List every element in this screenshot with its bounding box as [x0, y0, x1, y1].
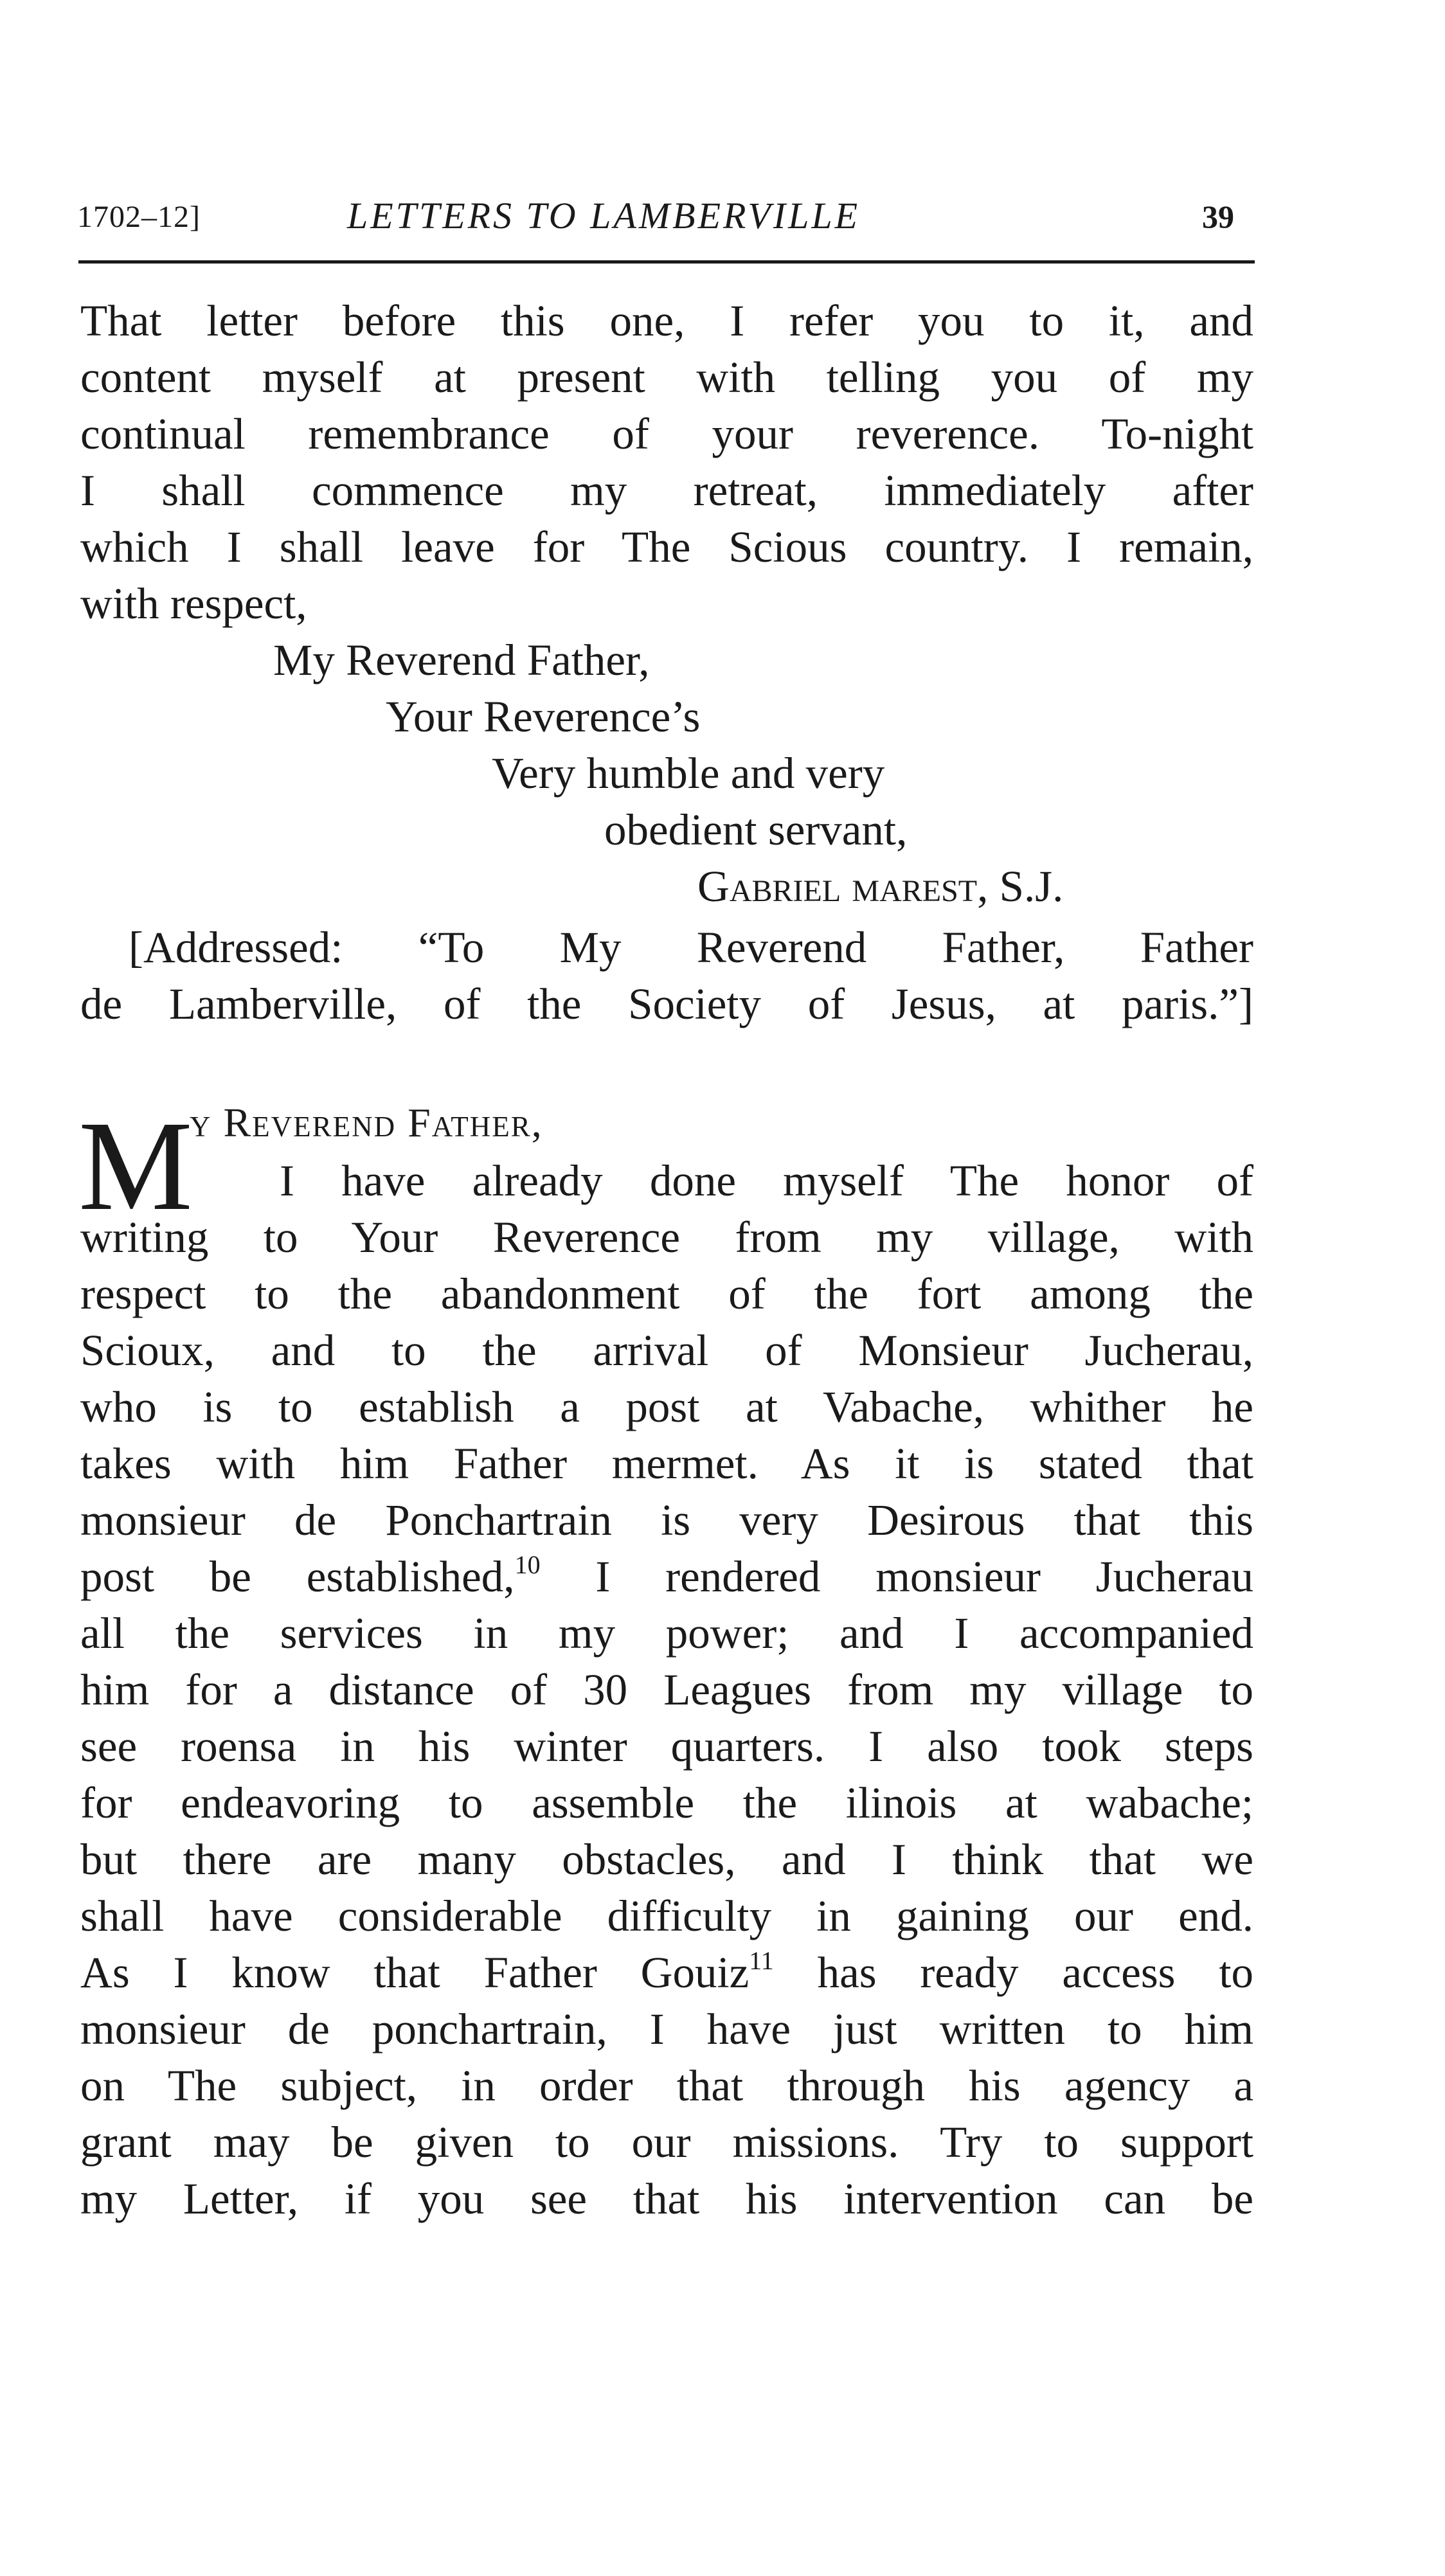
text-line: on The subject, in order that through his agency a: [80, 2061, 1253, 2110]
closing-line: Your Reverence’s: [386, 692, 701, 741]
text-line: That letter before this one, I refer you to it, and: [80, 296, 1253, 345]
text-line: but there are many obstacles, and I think that we: [80, 1835, 1253, 1884]
text-line: grant may be given to our missions. Try to support: [80, 2118, 1253, 2167]
text-line: my Letter, if you see that his intervention can be: [80, 2174, 1253, 2223]
drop-cap: M: [78, 1095, 193, 1237]
closing-line: Very humble and very: [492, 749, 885, 798]
text-line: who is to establish a post at Vabache, whither he: [80, 1382, 1253, 1431]
running-header: [77, 193, 1253, 244]
text-line: takes with him Father mermet. As it is stated that: [80, 1439, 1253, 1488]
text-line: all the services in my power; and I accompanied: [80, 1609, 1253, 1658]
text-line: [80, 1550, 1253, 1601]
text-line: see roensa in his winter quarters. I also took steps: [80, 1722, 1253, 1771]
address-line: de Lamberville, of the Society of Jesus, at paris.”]: [80, 979, 1253, 1028]
header-date: 1702–12]: [77, 200, 201, 234]
text-segment: I rendered monsieur Jucherau: [595, 1552, 1253, 1601]
text-line: shall have considerable difficulty in gaining our end.: [80, 1892, 1253, 1940]
address-line: [Addressed: “To My Reverend Father, Father: [129, 923, 1253, 972]
text-line: respect to the abandonment of the fort among the: [80, 1269, 1253, 1318]
text-line: Scioux, and to the arrival of Monsieur Jucherau,: [80, 1326, 1253, 1375]
header-rule: [78, 260, 1255, 264]
text-segment: post be established,: [80, 1552, 515, 1601]
closing-line: obedient servant,: [604, 805, 908, 854]
text-segment: has ready access to: [817, 1948, 1253, 1997]
text-line: continual remembrance of your reverence. To-night: [80, 409, 1253, 458]
closing-line: My Reverend Father,: [273, 636, 650, 684]
text-line: for endeavoring to assemble the ilinois at wabache;: [80, 1778, 1253, 1827]
text-line: I have already done myself The honor of: [280, 1156, 1253, 1205]
signature: [697, 864, 1063, 909]
text-line: [80, 1946, 1253, 1997]
text-line: monsieur de ponchartrain, I have just written to him: [80, 2005, 1253, 2053]
text-segment: As I know that Father Gouiz: [80, 1948, 749, 1997]
text-line: writing to Your Reverence from my village, with: [80, 1213, 1253, 1262]
signature-suffix: S.J.: [999, 862, 1064, 911]
footnote-ref: 11: [749, 1946, 774, 1975]
text-line: monsieur de Ponchartrain is very Desirous that this: [80, 1496, 1253, 1544]
signature-name: Gabriel marest,: [697, 862, 989, 911]
running-title: LETTERS TO LAMBERVILLE: [347, 195, 861, 237]
footnote-ref: 10: [514, 1550, 541, 1579]
text-line: I shall commence my retreat, immediately after: [80, 466, 1253, 515]
page-number: 39: [1202, 199, 1234, 235]
text-line: content myself at present with telling you of my: [80, 353, 1253, 402]
salutation: y Reverend Father,: [190, 1100, 543, 1145]
text-line: with respect,: [80, 579, 307, 628]
text-line: which I shall leave for The Scious country. I remain,: [80, 523, 1253, 571]
text-line: him for a distance of 30 Leagues from my village to: [80, 1665, 1253, 1714]
